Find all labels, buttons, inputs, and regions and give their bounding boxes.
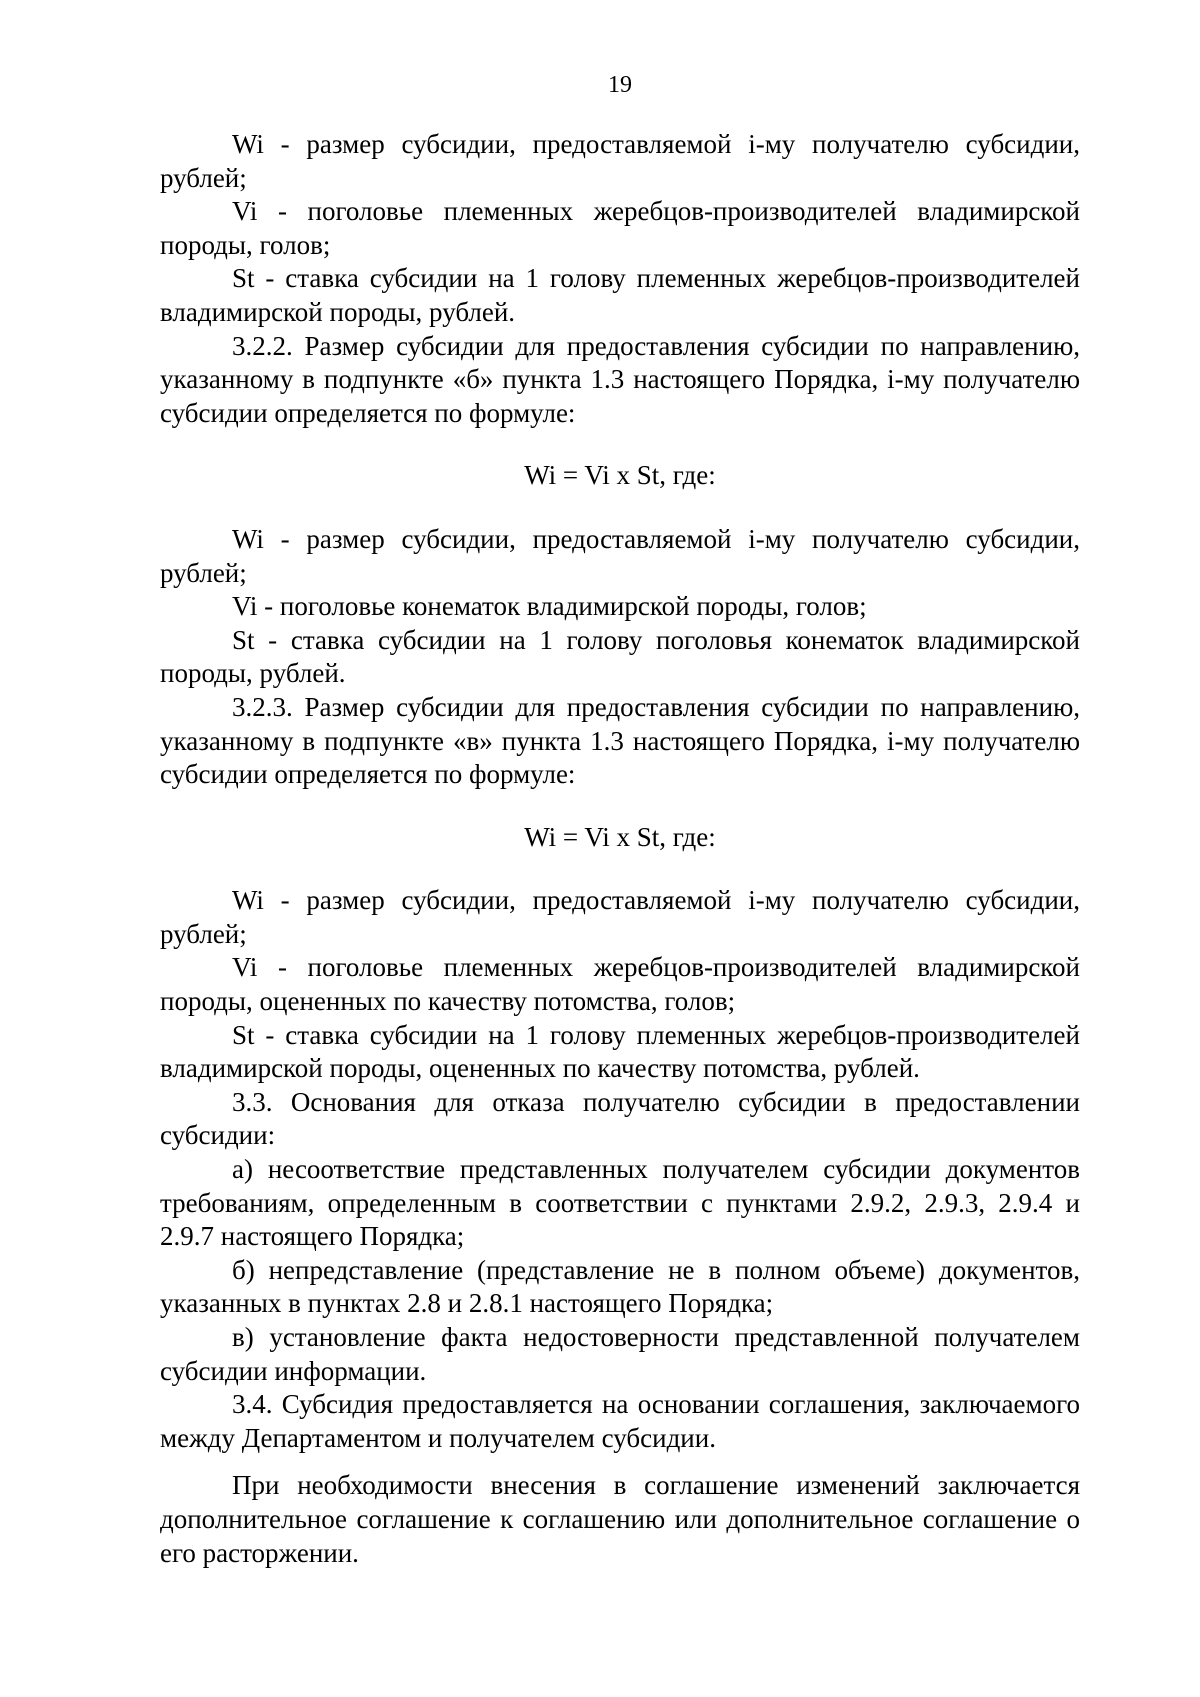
clause-amendments: При необходимости внесения в соглашение изменений заключается дополнительное соглашение к соглашению или дополнительное соглашение о его расторжении. [160, 1470, 1080, 1568]
definition-vi: Vi - поголовье племенных жеребцов-производителей владимирской породы, оцененных по качеству потомства, голов; [160, 952, 1080, 1017]
clause-3-4: 3.4. Субсидия предоставляется на основании соглашения, заключаемого между Департаментом и получателем субсидии. [160, 1389, 1080, 1453]
definition-st: St - ставка субсидии на 1 голову племенных жеребцов-производителей владимирской породы, оцененных по качеству потомства, рублей. [160, 1019, 1080, 1084]
definition-vi: Vi - поголовье племенных жеребцов-производителей владимирской породы, голов; [160, 196, 1080, 260]
definition-st: St - ставка субсидии на 1 голову племенных жеребцов-производителей владимирской породы, рублей. [160, 263, 1080, 327]
clause-3-3-a: а) несоответствие представленных получателем субсидии документов требованиям, определенным в соответствии с пунктами 2.9.2, 2.9.3, 2.9.4 и 2.9.7 настоящего Порядка; [160, 1154, 1080, 1252]
clause-3-3-v: в) установление факта недостоверности представленной получателем субсидии информации. [160, 1322, 1080, 1386]
definition-wi: Wi - размер субсидии, предоставляемой i-му получателю субсидии, рублей; [160, 129, 1080, 193]
paragraph-gap [160, 1455, 1080, 1469]
page-number: 19 [608, 72, 632, 98]
definition-wi: Wi - размер субсидии, предоставляемой i-му получателю субсидии, рублей; [160, 523, 1080, 588]
clause-3-3-b: б) непредставление (представление не в полном объеме) документов, указанных в пунктах 2.8 и 2.8.1 настоящего Порядка; [160, 1254, 1080, 1319]
definition-st: St - ставка субсидии на 1 голову поголовья конематок владимирской породы, рублей. [160, 624, 1080, 689]
formula: Wi = Vi x St, где: [524, 460, 716, 491]
clause-3-3: 3.3. Основания для отказа получателю субсидии в предоставлении субсидии: [160, 1086, 1080, 1151]
clause-3-2-2: 3.2.2. Размер субсидии для предоставления субсидии по направлению, указанному в подпункте «б» пункта 1.3 настоящего Порядка, i-му получателю субсидии определяется по формуле: [160, 330, 1080, 428]
formula: Wi = Vi x St, где: [524, 821, 716, 852]
document-page [160, 70, 1080, 1570]
clause-3-2-3: 3.2.3. Размер субсидии для предоставления субсидии по направлению, указанному в подпункте «в» пункта 1.3 настоящего Порядка, i-му получателю субсидии определяется по формуле: [160, 691, 1080, 790]
definition-wi: Wi - размер субсидии, предоставляемой i-му получателю субсидии, рублей; [160, 885, 1080, 949]
definition-vi: Vi - поголовье конематок владимирской породы, голов; [232, 591, 867, 622]
